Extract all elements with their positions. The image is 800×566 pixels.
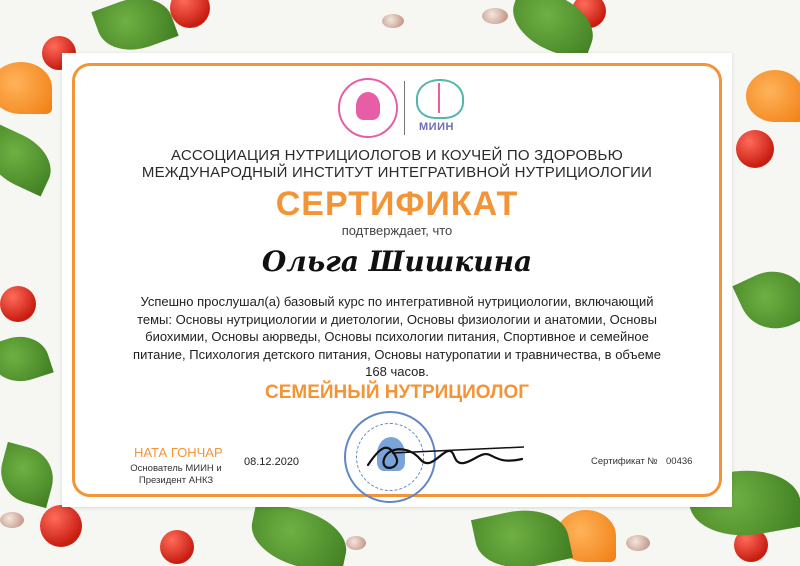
signature-icon	[358, 429, 528, 477]
organization-line-2: МЕЖДУНАРОДНЫЙ ИНСТИТУТ ИНТЕГРАТИВНОЙ НУТРИЦИОЛОГИИ	[141, 164, 653, 181]
brain-logo-icon	[416, 79, 464, 119]
qualification-title: СЕМЕЙНЫЙ НУТРИЦИОЛОГ	[264, 382, 529, 403]
tangerine-image	[746, 70, 800, 122]
tomato-image	[170, 0, 210, 28]
recipient-name: Ольга Шишкина	[261, 245, 533, 278]
course-description: Успешно прослушал(а) базовый курс по интегративной нутрициологии, включающий темы: Основы нутрициологии и диетологии, Основы физиологии и анатомии, Основы биохимии, Основы аюрведы, Основы психологии питания, Спортивное и семейное питание, Психология детского питания, Основы натуропатии и травничества, в объеме 168 часов.	[133, 294, 661, 379]
tomato-image	[40, 505, 82, 547]
bean-image	[626, 535, 650, 551]
spinach-leaf-image	[0, 328, 54, 389]
signatory-name: НАТА ГОНЧАР	[134, 445, 223, 460]
logo-divider	[404, 81, 405, 135]
logo-group	[330, 73, 470, 143]
bean-image	[482, 8, 508, 24]
association-logo-icon	[338, 78, 398, 138]
signatory-role: Основатель МИИН и Президент АНКЗ	[130, 463, 222, 486]
tomato-image	[736, 130, 774, 168]
bean-image	[0, 512, 24, 528]
tangerine-image	[0, 62, 52, 114]
spinach-leaf-image	[732, 259, 800, 340]
certificate-title: СЕРТИФИКАТ	[275, 185, 519, 223]
spinach-leaf-image	[91, 0, 178, 61]
tomato-image	[0, 286, 36, 322]
spinach-leaf-image	[245, 500, 353, 566]
bean-image	[346, 536, 366, 550]
organization-line-1: АССОЦИАЦИЯ НУТРИЦИОЛОГОВ И КОУЧЕЙ ПО ЗДОРОВЬЮ	[171, 147, 623, 164]
bean-image	[382, 14, 404, 28]
spinach-leaf-image	[0, 442, 60, 508]
certificate-card	[62, 53, 732, 507]
institute-logo-text: МИИН	[419, 121, 454, 133]
issue-date: 08.12.2020	[244, 456, 300, 468]
confirms-text: подтверждает, что	[341, 223, 453, 238]
tomato-image	[160, 530, 194, 564]
spinach-leaf-image	[0, 123, 61, 196]
certificate-number-label: Сертификат №	[591, 456, 658, 467]
certificate-number: 00436	[666, 456, 693, 467]
spinach-leaf-image	[471, 501, 573, 566]
